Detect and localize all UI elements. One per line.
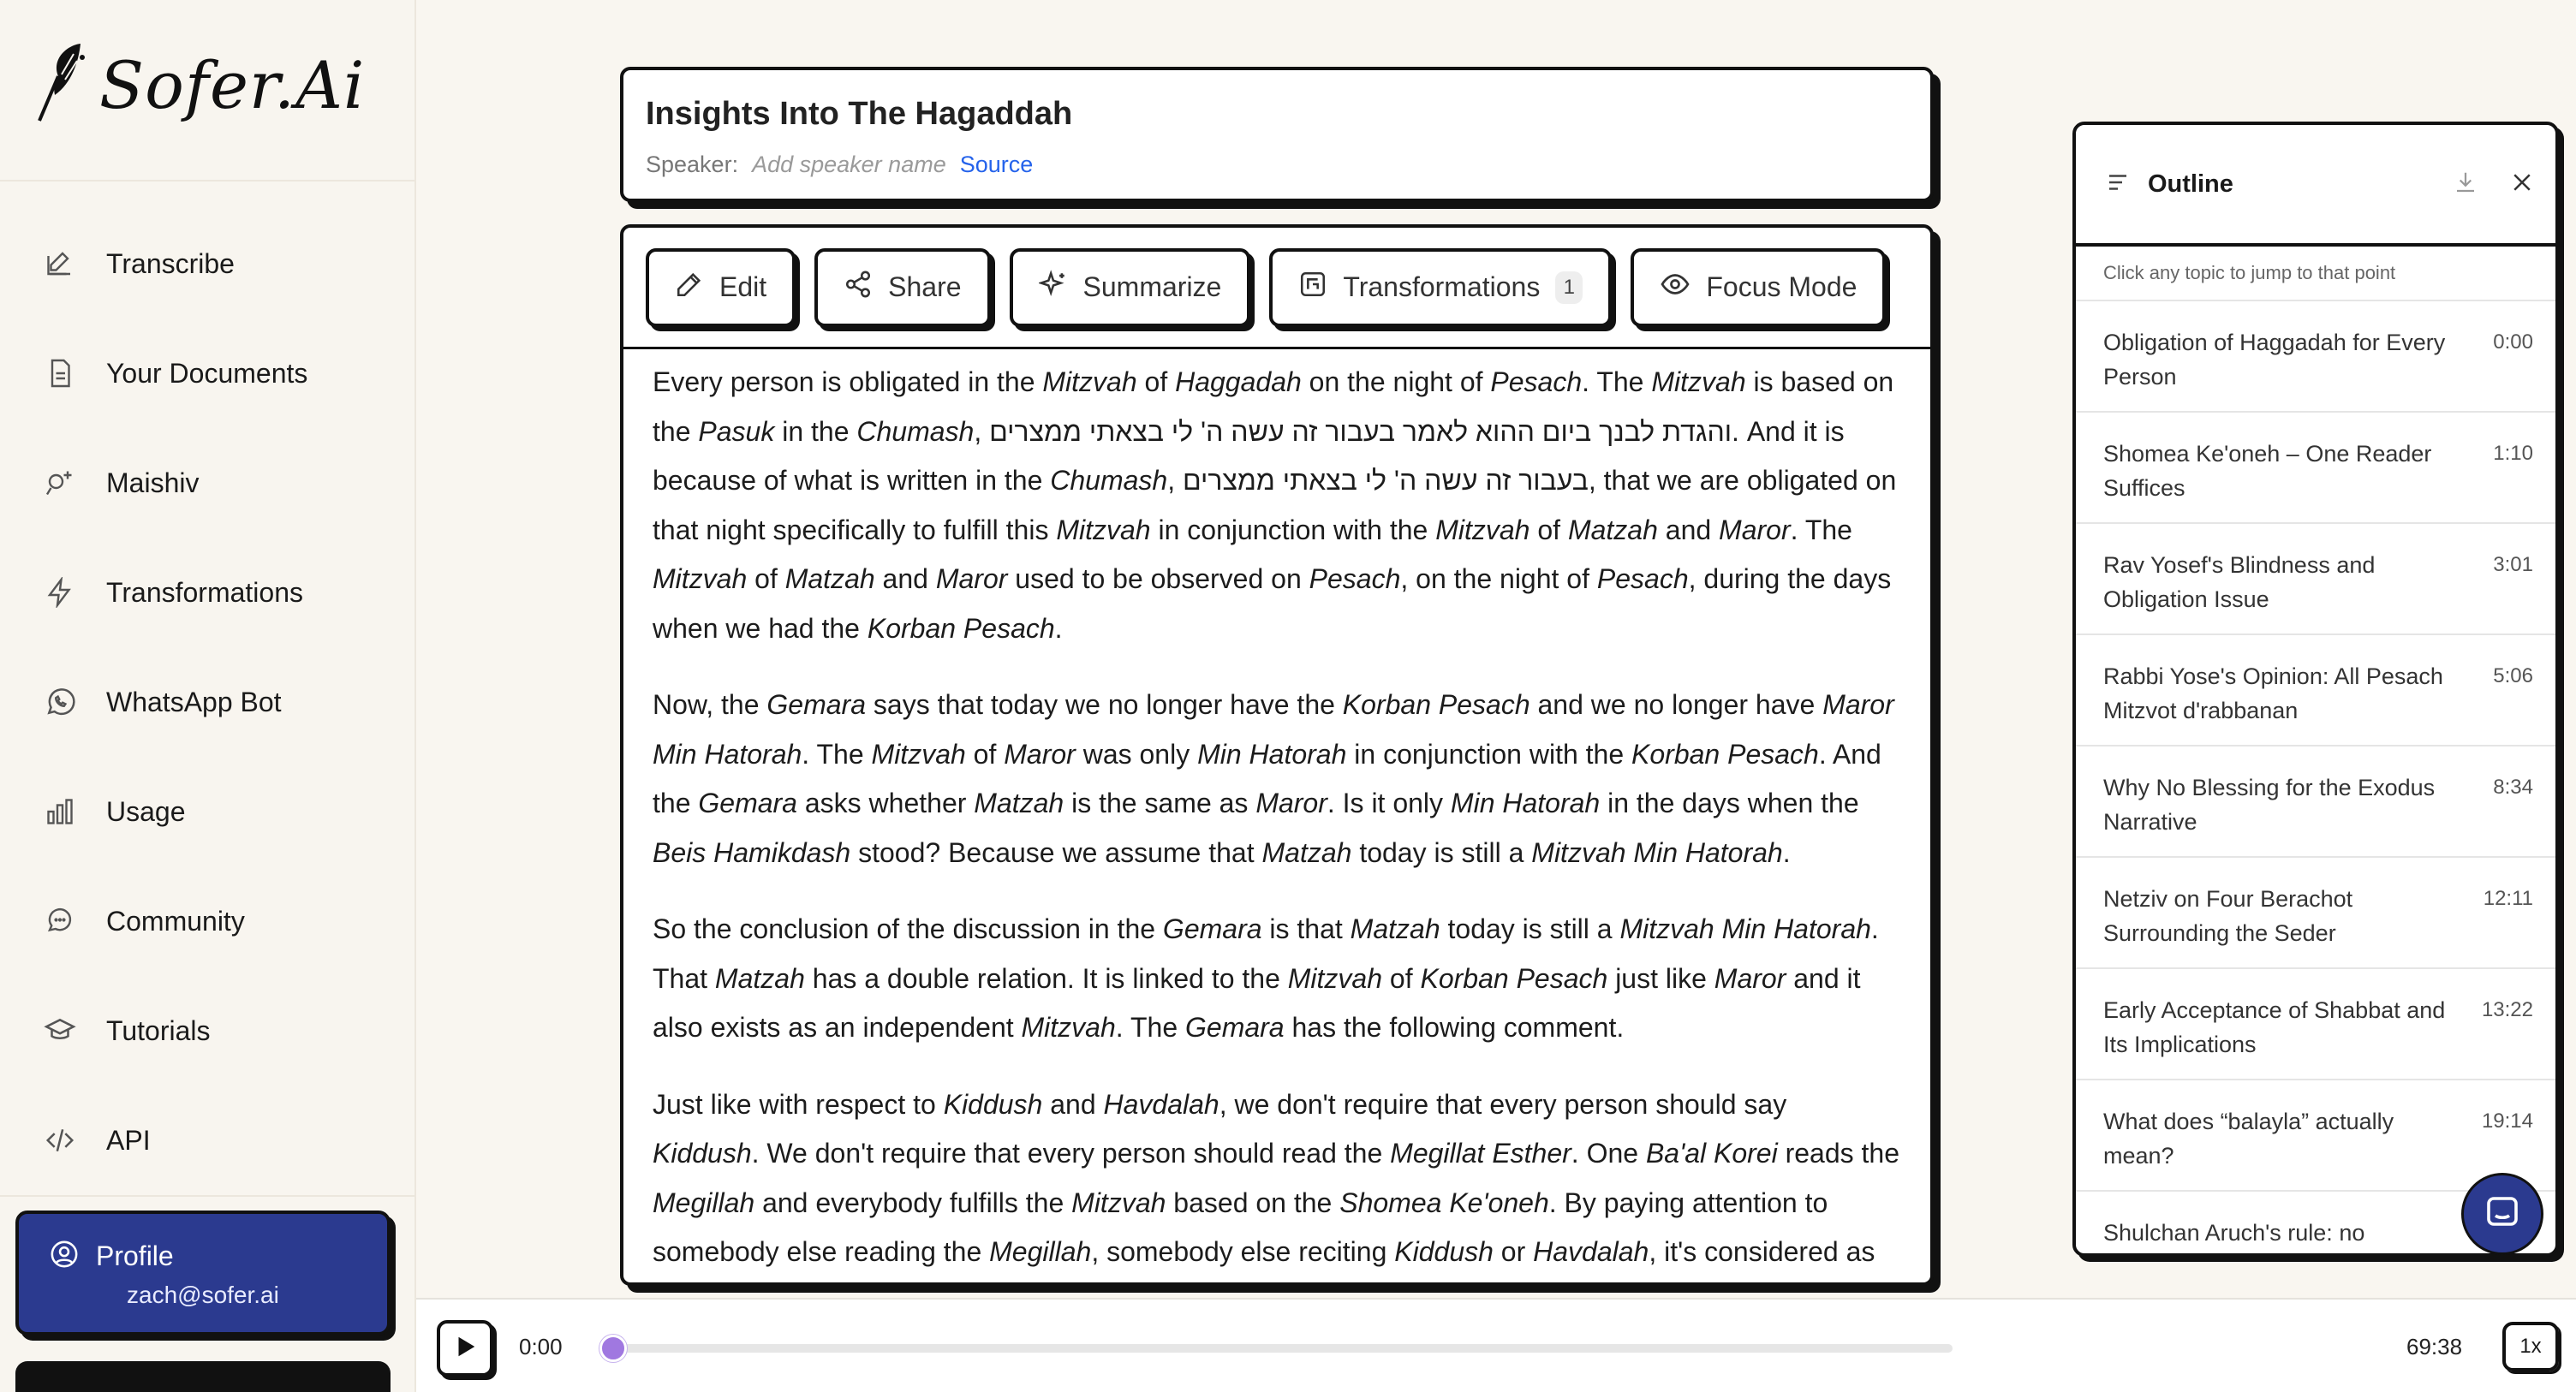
- transformations-label: Transformations: [1343, 271, 1541, 302]
- logo-text: Sofer.Ai: [99, 46, 366, 123]
- outline-topic[interactable]: [2076, 524, 2555, 635]
- code-icon: [43, 1123, 77, 1157]
- sidebar-item-label: Transcribe: [106, 247, 235, 279]
- transcript-paragraph[interactable]: So the conclusion of the discussion in the Gemara is that Matzah today is still a Mitzvah Min Hatorah. That Matzah has a double relation. It is linked to the Mitzvah of Korban Pesach just like Maror and it also exists as an independent Mitzvah. The Gemara has the following comment.: [653, 913, 1879, 1043]
- outline-header: [2076, 125, 2555, 247]
- whatsapp-icon: [43, 685, 77, 719]
- pencil-icon: [675, 270, 704, 306]
- playback-speed-button[interactable]: 1x: [2502, 1322, 2559, 1371]
- topic-time: 19:14: [2481, 1109, 2533, 1133]
- focus-mode-label: Focus Mode: [1706, 271, 1857, 302]
- share-icon: [844, 270, 873, 306]
- sidebar-item-label: Your Documents: [106, 357, 308, 389]
- sparkles-icon: [1039, 270, 1068, 306]
- audio-player: [416, 1298, 2576, 1392]
- profile-title: Profile: [96, 1240, 174, 1271]
- progress-thumb[interactable]: [599, 1335, 627, 1362]
- edit-label: Edit: [719, 271, 767, 302]
- pencil-square-icon: [43, 247, 77, 281]
- topic-name: Netziv on Four Berachot Surrounding the Seder: [2103, 886, 2353, 946]
- sidebar-item-label: WhatsApp Bot: [106, 686, 282, 717]
- transcript-body[interactable]: [623, 349, 1930, 1277]
- sidebar-nav: [0, 209, 414, 1195]
- lightning-icon: [43, 575, 77, 610]
- current-time: 0:00: [519, 1334, 563, 1359]
- sidebar-item-label: API: [106, 1124, 151, 1156]
- topic-time: 3:01: [2493, 553, 2533, 576]
- topic-name: Shomea Ke'oneh – One Reader Suffices: [2103, 441, 2432, 501]
- play-button[interactable]: [437, 1320, 493, 1377]
- sparkle-search-icon: [43, 466, 77, 500]
- topic-name: Rabbi Yose's Opinion: All Pesach Mitzvot d'rabbanan: [2103, 663, 2443, 723]
- sidebar-item-maishiv[interactable]: [0, 428, 414, 538]
- sidebar-item-usage[interactable]: [0, 757, 414, 866]
- document-card: [620, 224, 1934, 1286]
- user-circle-icon: [50, 1240, 79, 1273]
- outline-topic-list: [2076, 301, 2555, 1257]
- speaker-label: Speaker:: [646, 152, 739, 177]
- outline-topic[interactable]: [2076, 301, 2555, 413]
- transformations-button[interactable]: [1269, 248, 1612, 327]
- topic-name: Why No Blessing for the Exodus Narrative: [2103, 775, 2436, 835]
- topic-time: 1:10: [2493, 442, 2533, 465]
- summarize-label: Summarize: [1082, 271, 1222, 302]
- progress-slider[interactable]: [606, 1344, 1953, 1353]
- sidebar-item-label: Transformations: [106, 576, 303, 608]
- logo[interactable]: [33, 38, 365, 132]
- share-button[interactable]: [814, 248, 990, 327]
- topic-name: Obligation of Haggadah for Every Person: [2103, 330, 2446, 390]
- outline-topic[interactable]: [2076, 747, 2555, 858]
- document-header: [620, 67, 1934, 202]
- sidebar-item-tutorials[interactable]: [0, 976, 414, 1086]
- document-toolbar: [623, 228, 1930, 349]
- transformations-count-badge: 1: [1555, 271, 1583, 304]
- list-icon: [2105, 170, 2131, 199]
- share-label: Share: [888, 271, 962, 302]
- topic-time: 8:34: [2493, 776, 2533, 799]
- topic-time: 12:11: [2483, 887, 2533, 910]
- total-time: 69:38: [2406, 1334, 2463, 1359]
- source-link[interactable]: Source: [959, 152, 1034, 177]
- outline-panel: [2072, 122, 2559, 1257]
- transcript-paragraph[interactable]: Just like with respect to Kiddush and Havdalah, we don't require that every person should say Kiddush. We don't require that every person should read the Megillat Esther. One Ba'al Korei reads the Megillah and everybody fulfills the Mitzvah based on the Shomea Ke'oneh. By paying attention to somebody else reading the Megillah, somebody else reciting Kiddush or Havdalah, it's considered as: [653, 1088, 1900, 1267]
- close-icon[interactable]: [2509, 170, 2535, 199]
- profile-button[interactable]: [15, 1211, 391, 1335]
- profile-email: zach@sofer.ai: [127, 1282, 279, 1308]
- sidebar-item-label: Maishiv: [106, 467, 200, 498]
- speaker-name-input[interactable]: Add speaker name: [752, 152, 946, 177]
- edit-button[interactable]: [646, 248, 796, 327]
- sidebar-item-api[interactable]: [0, 1086, 414, 1195]
- sidebar: [0, 0, 416, 1392]
- play-icon: [452, 1333, 478, 1365]
- sidebar-item-label: Tutorials: [106, 1014, 211, 1046]
- support-chat-button[interactable]: [2461, 1173, 2543, 1255]
- graduation-cap-icon: [43, 1014, 77, 1048]
- outline-hint: Click any topic to jump to that point: [2076, 247, 2555, 301]
- document-icon: [43, 356, 77, 390]
- sidebar-divider: [0, 180, 414, 181]
- document-title[interactable]: Insights Into The Hagaddah: [646, 96, 1073, 132]
- eye-icon: [1660, 269, 1690, 306]
- sidebar-item-transcribe[interactable]: [0, 209, 414, 318]
- topic-name: Rav Yosef's Blindness and Obligation Issue: [2103, 552, 2376, 612]
- download-icon[interactable]: [2453, 170, 2478, 199]
- chat-bubble-icon: [43, 904, 77, 938]
- sidebar-divider: [0, 1195, 414, 1197]
- topic-time: 5:06: [2493, 664, 2533, 687]
- sidebar-item-transformations[interactable]: [0, 538, 414, 647]
- sidebar-bottom-button[interactable]: [15, 1361, 391, 1392]
- bar-chart-icon: [43, 794, 77, 829]
- topic-name: What does “balayla” actually mean?: [2103, 1109, 2394, 1169]
- outline-topic[interactable]: [2076, 1080, 2555, 1192]
- sidebar-item-label: Community: [106, 905, 245, 937]
- sidebar-item-label: Usage: [106, 795, 186, 827]
- topic-name: Early Acceptance of Shabbat and Its Implications: [2103, 997, 2446, 1057]
- transform-icon: [1298, 270, 1327, 306]
- topic-time: 13:22: [2481, 998, 2533, 1021]
- outline-topic[interactable]: [2076, 635, 2555, 747]
- sidebar-item-whatsapp-bot[interactable]: [0, 647, 414, 757]
- topic-time: 0:00: [2493, 330, 2533, 354]
- topic-name: Shulchan Aruch's rule: no: [2103, 1220, 2365, 1246]
- feather-logo-icon: [33, 42, 87, 128]
- summarize-button[interactable]: [1010, 248, 1251, 327]
- transcript-paragraph[interactable]: Every person is obligated in the Mitzvah of Haggadah on the night of Pesach. The Mitzvah is based on the Pasuk in the Chumash, והגדת לבנך ביום ההוא לאמר בעבור זה עשה ה' לי בצאתי ממצרים. And it is because of what is written in the Chumash, בעבור זה עשה ה' לי בצאתי ממצרים, that we are obligated on that night specifically to fulfill this Mitzvah in conjunction with the Mitzvah of Matzah and Maror. The Mitzvah of Matzah and Maror used to be observed on Pesach, on the night of Pesach, during the days when we had the Korban Pesach.: [653, 366, 1897, 644]
- sidebar-item-your-documents[interactable]: [0, 318, 414, 428]
- outline-topic[interactable]: [2076, 413, 2555, 524]
- outline-topic[interactable]: [2076, 969, 2555, 1080]
- transcript-paragraph[interactable]: Now, the Gemara says that today we no longer have the Korban Pesach and we no longer have Maror Min Hatorah. The Mitzvah of Maror was only Min Hatorah in conjunction with the Korban Pesach. And the Gemara asks whether Matzah is the same as Maror. Is it only Min Hatorah in the days when the Beis Hamikdash stood? Because we assume that Matzah today is still a Mitzvah Min Hatorah.: [653, 689, 1894, 868]
- chat-icon: [2482, 1192, 2523, 1237]
- outline-title: Outline: [2148, 170, 2233, 198]
- document-meta: [646, 152, 1930, 178]
- sidebar-item-community[interactable]: [0, 866, 414, 976]
- focus-mode-button[interactable]: [1631, 248, 1886, 327]
- outline-topic[interactable]: [2076, 858, 2555, 969]
